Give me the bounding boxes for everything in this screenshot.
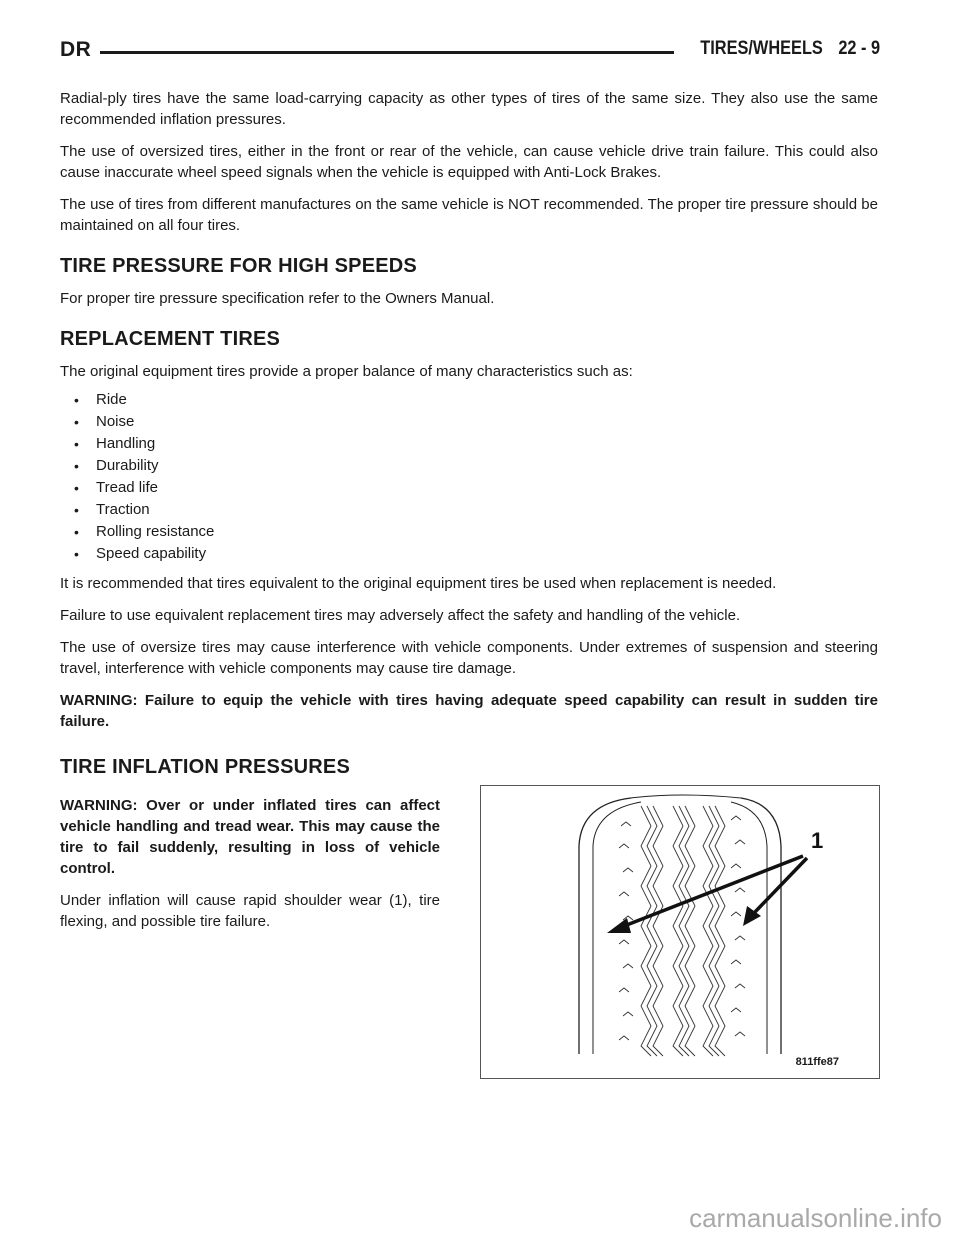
tire-wear-figure — [480, 785, 880, 1079]
inflation-section — [60, 795, 878, 1125]
callout-number: 1 — [811, 828, 824, 853]
heading-inflation-pressures: TIRE INFLATION PRESSURES — [60, 756, 351, 778]
replacement-intro: The original equipment tires provide a proper balance of many characteristics such as: — [60, 363, 633, 380]
inflation-warning: WARNING: Over or under inflated tires can affect vehicle handling and tread wear. This may cause the tire to fail suddenly, resulting in loss of vehicle control. — [60, 797, 440, 877]
tire-tread-illustration — [481, 786, 879, 1078]
list-item: • Noise — [74, 411, 878, 433]
heading-replacement-tires: REPLACEMENT TIRES — [60, 328, 281, 350]
inflation-text: Under inflation will cause rapid shoulder wear (1), tire flexing, and possible tire failure. — [60, 892, 440, 930]
list-item: • Speed capability — [74, 543, 878, 565]
speed-capability-warning: WARNING: Failure to equip the vehicle with tires having adequate speed capability can result in sudden tire failure. — [60, 692, 878, 730]
high-speeds-text: For proper tire pressure specification refer to the Owners Manual. — [60, 290, 495, 307]
intro-paragraph-1: Radial-ply tires have the same load-carrying capacity as other types of tires of the same size. They also use the same recommended inflation pressures. — [60, 90, 878, 128]
section-title: TIRES/WHEELS — [700, 38, 823, 59]
inflation-text-column — [60, 795, 440, 943]
watermark: carmanualsonline.info — [689, 1203, 942, 1233]
header-section — [700, 38, 880, 60]
list-item: • Durability — [74, 455, 878, 477]
intro-paragraph-3: The use of tires from different manufactures on the same vehicle is NOT recommended. The proper tire pressure should be maintained on all four tires. — [60, 196, 878, 234]
characteristics-list — [60, 389, 878, 565]
heading-high-speeds: TIRE PRESSURE FOR HIGH SPEEDS — [60, 255, 417, 277]
header-rule — [100, 51, 674, 54]
list-item: • Handling — [74, 433, 878, 455]
page-number: 22 - 9 — [838, 38, 880, 59]
list-item: • Traction — [74, 499, 878, 521]
replacement-paragraph-2: Failure to use equivalent replacement tires may adversely affect the safety and handling of the vehicle. — [60, 607, 741, 624]
replacement-paragraph-3: The use of oversize tires may cause interference with vehicle components. Under extremes of suspension and steering travel, interference with vehicle components may cause tire damage. — [60, 639, 878, 677]
list-item: • Rolling resistance — [74, 521, 878, 543]
replacement-paragraph-1: It is recommended that tires equivalent to the original equipment tires be used when replacement is needed. — [60, 575, 777, 592]
list-item: • Ride — [74, 389, 878, 411]
page-header — [60, 38, 880, 66]
manual-code: DR — [60, 38, 92, 61]
intro-paragraph-2: The use of oversized tires, either in the front or rear of the vehicle, can cause vehicle drive train failure. This could also cause inaccurate wheel speed signals when the vehicle is equipped with Anti-Lock Brakes. — [60, 143, 878, 181]
list-item: • Tread life — [74, 477, 878, 499]
page-content — [60, 88, 878, 1125]
figure-id: 811ffe87 — [795, 1056, 839, 1068]
